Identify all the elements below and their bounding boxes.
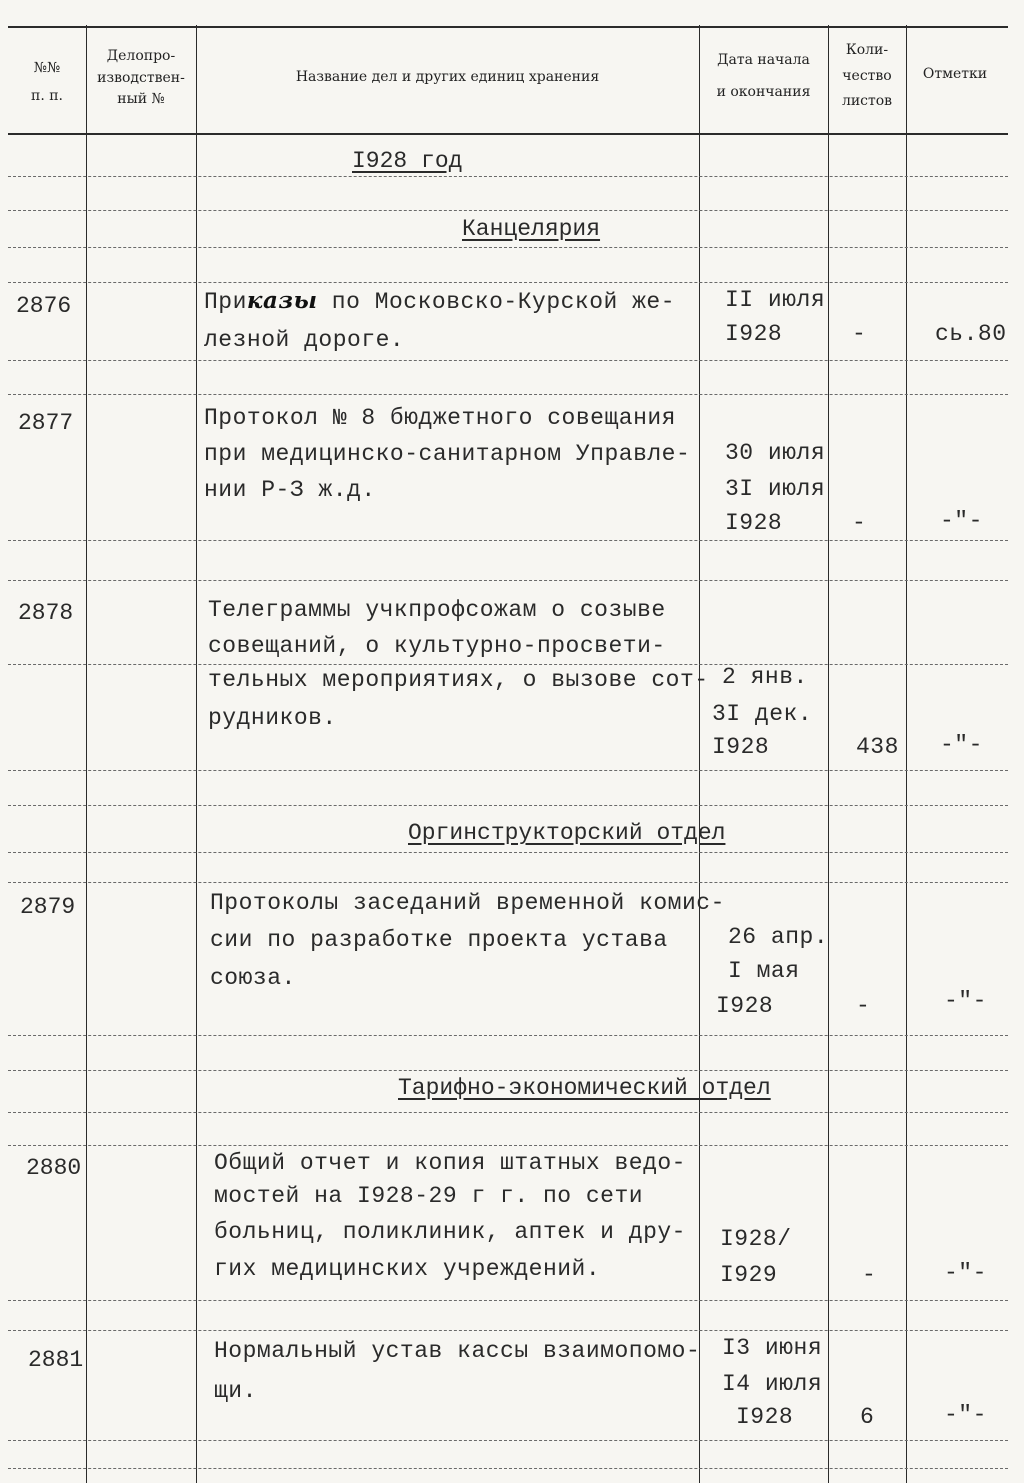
record-title-line: при медицинско-санитарном Управле- [204,441,691,467]
record-title-line: тельных мероприятиях, о вызове сот- [208,667,709,693]
record-number: 2877 [18,410,74,436]
record-note: -"- [944,1260,987,1286]
record-note: -"- [944,988,987,1014]
record-title-line: Телеграммы учкпрофсожам о созыве [208,597,666,623]
ruled-line [8,176,1008,177]
ruled-line [8,1145,1008,1146]
record-date: I928/ [720,1226,792,1252]
record-date: I928 [725,510,783,536]
record-sheet-count: - [852,510,867,536]
record-date: 3I дек. [712,701,813,727]
record-title-typed-prefix: При [204,289,247,315]
record-date: I928 [716,993,774,1019]
record-sheet-count: - [862,1262,877,1288]
column-divider [196,25,197,1483]
record-sheet-count: - [856,993,871,1019]
header-office-number-column [88,46,194,111]
record-sheet-count: 6 [860,1404,875,1430]
record-title-line: сии по разработке проекта устава [210,927,668,953]
header-number-column [14,58,80,107]
column-divider [699,25,700,1483]
record-date: 3I июля [725,476,826,502]
ruled-line [8,664,1008,665]
record-title-line: больниц, поликлиник, аптек и дру- [214,1219,686,1245]
record-number: 2880 [26,1155,82,1181]
record-date: I928 [725,321,783,347]
table-top-border [8,26,1008,28]
ruled-line [8,1300,1008,1301]
record-date: I4 июля [722,1371,823,1397]
ruled-line [8,770,1008,771]
ruled-line [8,852,1008,853]
record-sheet-count: - [852,321,867,347]
record-title-line: совещаний, о культурно-просвети- [208,633,666,659]
record-note: -"- [940,508,983,534]
ruled-line [8,1070,1008,1071]
record-date: 30 июля [725,440,826,466]
ruled-line [8,1035,1008,1036]
record-number: 2878 [18,600,74,626]
record-sheet-count: 438 [856,734,899,760]
year-heading: I928 год [352,148,463,174]
record-title-line: Нормальный устав кассы взаимопомо- [214,1338,701,1364]
column-divider [828,25,829,1483]
ruled-line [8,805,1008,806]
header-line: листов [841,93,893,110]
header-line: и окончания [716,83,811,100]
header-line: п. п. [30,87,63,104]
ruled-line [8,1440,1008,1441]
record-number: 2881 [28,1347,84,1373]
ruled-line [8,1112,1008,1113]
record-title-line: гих медицинских учреждений. [214,1256,601,1282]
header-line: Делопро- [106,48,176,64]
record-number: 2876 [16,293,72,319]
record-date: II июля [725,287,826,313]
record-title-line: Протоколы заседаний временной комис- [210,890,725,916]
ruled-line [8,540,1008,541]
record-title-line: рудников. [208,705,337,731]
header-line: Коли- [845,42,889,58]
ruled-line [8,360,1008,361]
header-sheet-count-column [829,40,905,113]
record-date: I929 [720,1262,778,1288]
record-date: I928 [712,734,770,760]
record-title-line: лезной дороге. [204,327,405,353]
header-line: Дата начала [717,52,810,68]
record-title-line: союза. [210,965,296,991]
ruled-line [8,394,1008,395]
section-heading-chancellery: Канцелярия [462,216,601,242]
record-title-typed-rest: по Московско-Курской же- [317,289,676,315]
header-notes-column: Отметки [922,66,988,82]
column-divider [906,25,907,1483]
column-divider [86,25,87,1483]
record-title-line: Общий отчет и копия штатных ведо- [214,1150,686,1176]
record-date: I928 [736,1404,794,1430]
header-title-column: Название дел и других единиц хранения [295,69,600,85]
record-note: сь.80 [935,321,1007,347]
record-title-line: нии Р-З ж.д. [204,477,376,503]
record-number: 2879 [20,894,76,920]
ruled-line [8,1330,1008,1331]
header-line: №№ [33,60,61,76]
record-note: -"- [940,732,983,758]
record-title-line: щи. [214,1378,257,1404]
ruled-line [8,247,1008,248]
record-title-line: Протокол № 8 бюджетного совещания [204,405,676,431]
ruled-line [8,282,1008,283]
section-heading-tariff-economic: Тарифно-экономический отдел [398,1075,771,1101]
ruled-line [8,882,1008,883]
record-note: -"- [944,1402,987,1428]
header-line: изводствен- [97,69,185,86]
record-title-handwritten-correction: казы [246,287,318,314]
ruled-line [8,210,1008,211]
record-date: I3 июня [722,1335,823,1361]
section-heading-orginstructor: Оргинструкторский отдел [408,820,726,846]
header-bottom-border [8,133,1008,135]
record-title-line: мостей на I928-29 г г. по сети [214,1183,644,1209]
ruled-line [8,580,1008,581]
record-date: 2 янв. [722,664,808,690]
record-date: I мая [728,958,800,984]
ruled-line [8,1468,1008,1469]
header-line: чество [842,67,892,84]
record-title-line [204,287,675,315]
record-date: 26 апр. [728,924,829,950]
header-dates-column [700,50,827,103]
header-line: ный № [117,91,165,108]
